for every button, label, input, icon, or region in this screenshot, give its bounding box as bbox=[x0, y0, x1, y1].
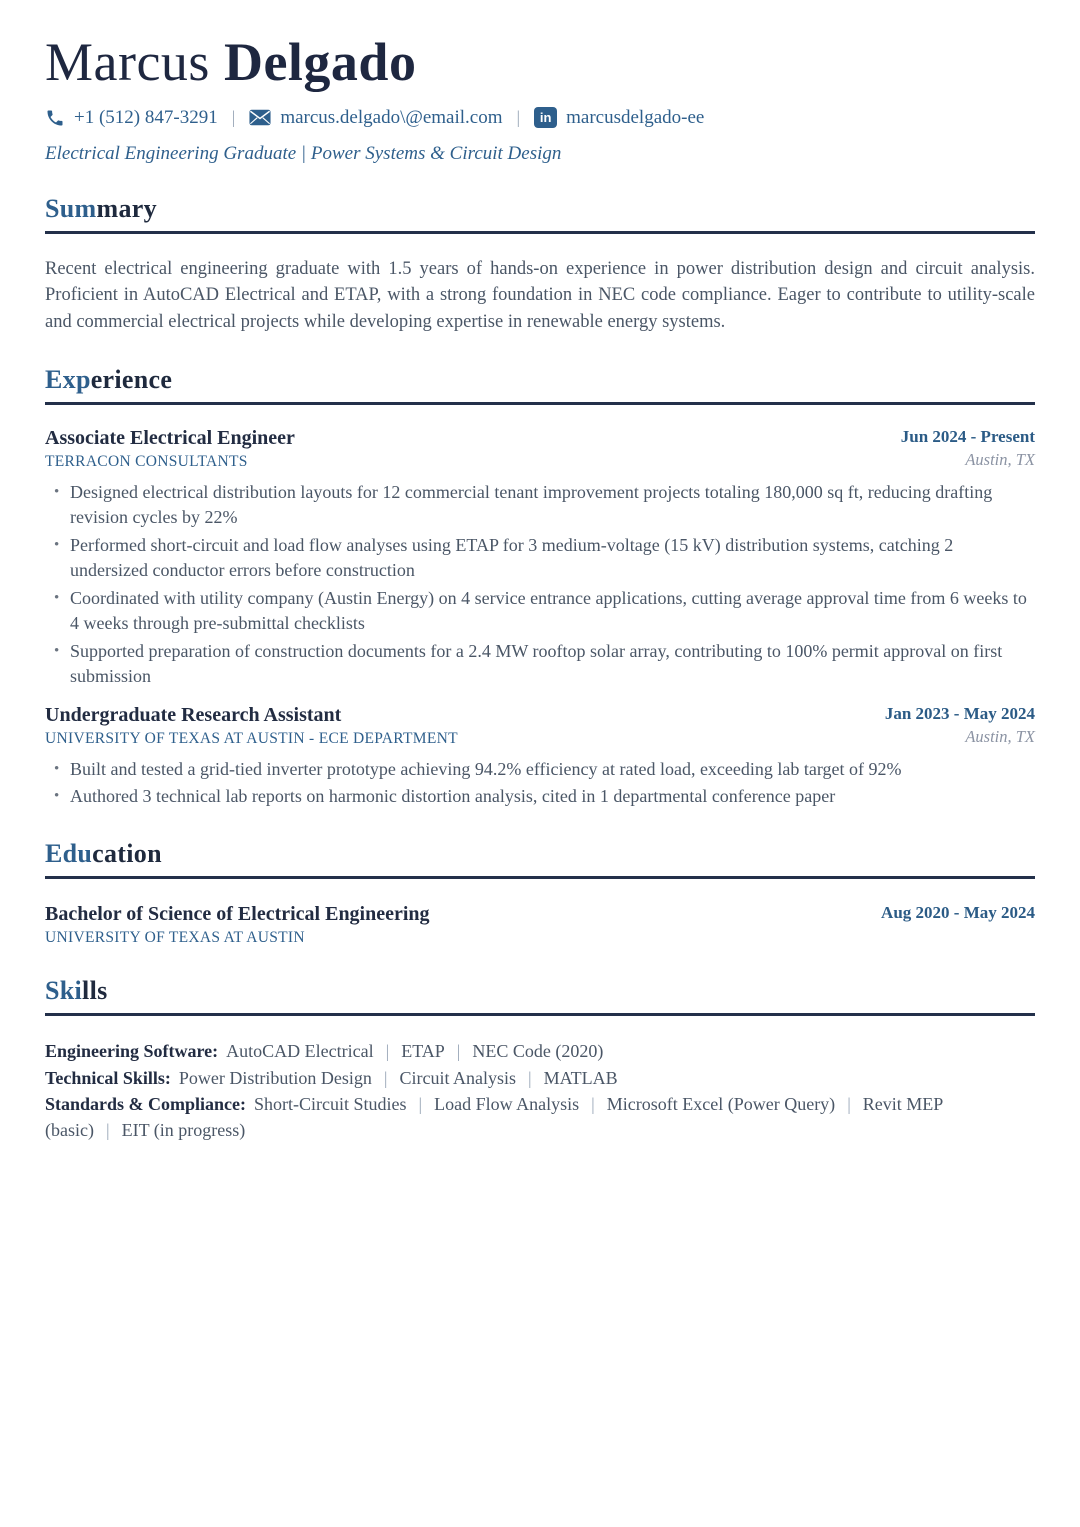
summary-heading bbox=[45, 194, 1035, 234]
job-header-right bbox=[901, 427, 1035, 470]
education-heading bbox=[45, 839, 1035, 879]
summary-text: Recent electrical engineering graduate with 1.5 years of hands-on experience in power distribution design and circuit analysis. Proficient in AutoCAD Electrical and ETAP, with a strong foundation in NEC code compliance. Eager to contribute to utility-scale and commercial electrical projects while developing expertise in renewable energy systems. bbox=[45, 258, 1035, 332]
skill-item: Short-Circuit Studies bbox=[254, 1094, 407, 1115]
skill-category-label: Technical Skills: bbox=[45, 1067, 171, 1088]
section-education bbox=[45, 839, 1035, 947]
contact-separator: | bbox=[231, 107, 236, 128]
job-header-left bbox=[45, 427, 295, 471]
skill-item: EIT (in progress) bbox=[121, 1119, 246, 1140]
skill-row bbox=[45, 1039, 1035, 1065]
email-icon bbox=[249, 109, 271, 126]
job-header-right bbox=[885, 704, 1035, 747]
skills-heading-accent: Ski bbox=[45, 976, 83, 1006]
job-bullet: • Supported preparation of construction documents for a 2.4 MW rooftop solar array, contributing to 100% permit approval on first submission bbox=[45, 639, 1035, 690]
job-company: UNIVERSITY OF TEXAS AT AUSTIN - ECE DEPARTMENT bbox=[45, 729, 458, 747]
summary-heading-rest: mary bbox=[96, 193, 157, 223]
skill-separator: | bbox=[527, 1067, 532, 1088]
job-bullet: • Coordinated with utility company (Austin Energy) on 4 service entrance applications, cutting average approval time from 6 weeks to 4 weeks through pre-submittal checklists bbox=[45, 586, 1035, 637]
email-address: marcus.delgado\@email.com bbox=[280, 106, 503, 128]
skills-heading-rest: lls bbox=[82, 976, 108, 1006]
skill-item: Circuit Analysis bbox=[399, 1067, 516, 1088]
education-heading-rest: cation bbox=[92, 839, 162, 869]
section-summary bbox=[45, 194, 1035, 336]
job-title: Undergraduate Research Assistant bbox=[45, 703, 342, 726]
job-bullet: • Performed short-circuit and load flow analyses using ETAP for 3 medium-voltage (15 kV) distribution systems, catching 2 undersized conductor errors before construction bbox=[45, 533, 1035, 584]
skill-row bbox=[45, 1092, 1035, 1143]
phone-icon bbox=[45, 108, 65, 128]
skill-separator: | bbox=[383, 1067, 388, 1088]
last-name: Delgado bbox=[223, 32, 417, 92]
skill-separator: | bbox=[591, 1094, 595, 1115]
first-name: Marcus bbox=[45, 32, 210, 92]
job-title: Associate Electrical Engineer bbox=[45, 426, 295, 449]
skill-item: MATLAB bbox=[543, 1067, 618, 1088]
job-location: Austin, TX bbox=[965, 726, 1035, 746]
skill-separator: | bbox=[456, 1041, 461, 1062]
section-experience bbox=[45, 365, 1035, 810]
linkedin-handle: marcusdelgado-ee bbox=[566, 106, 705, 128]
contact-row bbox=[45, 107, 1035, 129]
skill-separator: | bbox=[105, 1119, 110, 1140]
skill-row bbox=[45, 1066, 1035, 1092]
experience-heading bbox=[45, 365, 1035, 405]
education-entry bbox=[45, 903, 1035, 947]
job-bullet: • Designed electrical distribution layouts for 12 commercial tenant improvement projects totaling 180,000 sq ft, reducing drafting revision cycles by 22% bbox=[45, 480, 1035, 531]
experience-heading-accent: Exp bbox=[45, 364, 91, 394]
skills-list bbox=[45, 1039, 1035, 1143]
skill-item: Microsoft Excel (Power Query) bbox=[606, 1094, 836, 1115]
summary-heading-accent: Sum bbox=[45, 193, 97, 223]
education-dates: Aug 2020 - May 2024 bbox=[881, 903, 1035, 923]
experience-heading-rest: erience bbox=[90, 364, 173, 394]
page-title bbox=[45, 34, 1035, 91]
job-bullets bbox=[45, 480, 1035, 690]
job-header-left bbox=[45, 704, 458, 748]
job-entry bbox=[45, 427, 1035, 690]
job-company: TERRACON CONSULTANTS bbox=[45, 452, 248, 470]
skill-item: ETAP bbox=[401, 1041, 445, 1062]
skill-item: Load Flow Analysis bbox=[434, 1094, 580, 1115]
job-dates: Jan 2023 - May 2024 bbox=[884, 703, 1035, 723]
job-location: Austin, TX bbox=[965, 449, 1035, 469]
skill-item: Revit MEP (basic) bbox=[45, 1094, 943, 1140]
contact-separator: | bbox=[516, 107, 521, 128]
skill-separator: | bbox=[847, 1094, 851, 1115]
skills-heading bbox=[45, 976, 1035, 1016]
degree-title: Bachelor of Science of Electrical Engineering bbox=[45, 903, 430, 926]
job-bullet: • Authored 3 technical lab reports on harmonic distortion analysis, cited in 1 departmental conference paper bbox=[45, 784, 1035, 810]
skill-item: AutoCAD Electrical bbox=[226, 1041, 374, 1062]
job-header bbox=[45, 704, 1035, 748]
linkedin-icon: in bbox=[534, 107, 557, 128]
job-entry bbox=[45, 704, 1035, 810]
phone-number: +1 (512) 847-3291 bbox=[74, 106, 218, 128]
header bbox=[45, 34, 1035, 165]
tagline: Electrical Engineering Graduate | Power Systems & Circuit Design bbox=[45, 142, 562, 164]
job-bullets bbox=[45, 757, 1035, 810]
job-dates: Jun 2024 - Present bbox=[900, 426, 1035, 446]
job-header bbox=[45, 427, 1035, 471]
skill-category-label: Engineering Software: bbox=[45, 1041, 219, 1062]
education-school: UNIVERSITY OF TEXAS AT AUSTIN bbox=[45, 929, 305, 947]
skill-separator: | bbox=[418, 1094, 423, 1115]
skill-separator: | bbox=[385, 1041, 390, 1062]
skill-item: Power Distribution Design bbox=[178, 1067, 372, 1088]
job-bullet: • Built and tested a grid-tied inverter prototype achieving 94.2% efficiency at rated load, exceeding lab target of 92% bbox=[45, 757, 1035, 783]
skill-category-label: Standards & Compliance: bbox=[45, 1094, 247, 1115]
section-skills bbox=[45, 976, 1035, 1143]
skill-item: NEC Code (2020) bbox=[472, 1041, 604, 1062]
education-header bbox=[45, 903, 1035, 926]
education-heading-accent: Edu bbox=[45, 839, 93, 869]
